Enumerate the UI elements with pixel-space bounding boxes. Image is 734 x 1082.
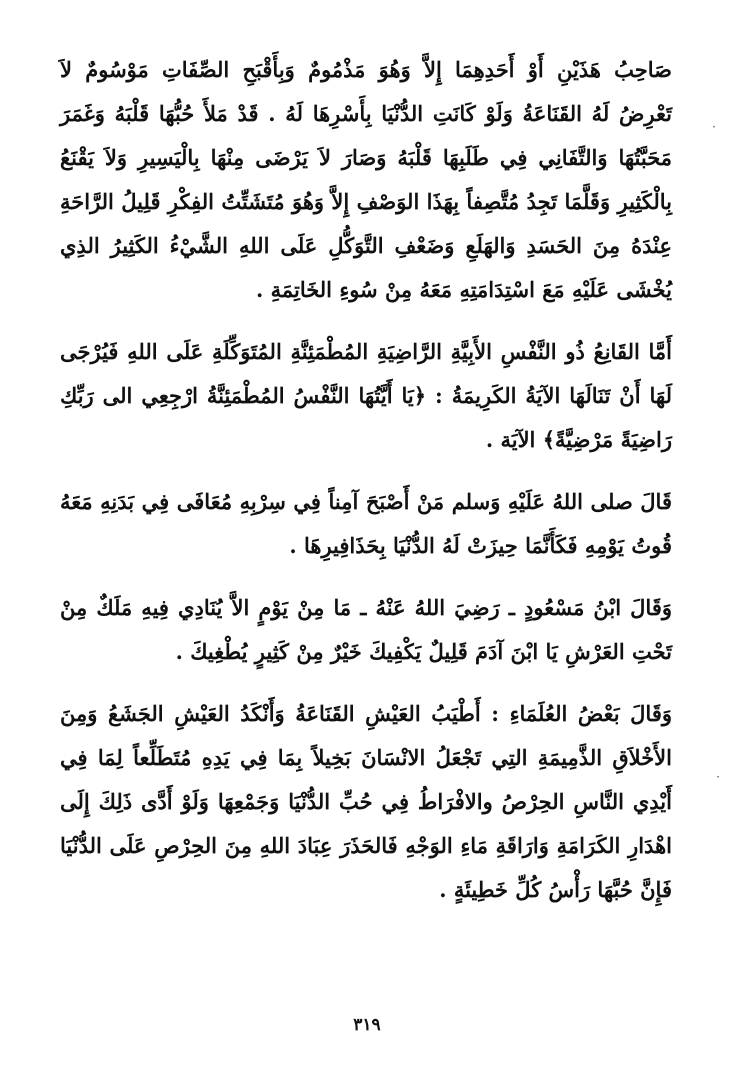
paragraph-1: صَاحِبُ هَذَيْنِ أَوْ أَحَدِهِمَا إِلاَّ وَهُوَ مَذْمُومٌ وَبِأَقْبَحِ الصِّفَاتِ مَوْسُومٌ لاَ تَعْرِضُ لَهُ القَنَاعَةُ وَلَوْ كَانَتِ الدُّنْيَا بِأَسْرِهَا لَهُ . قَدْ مَلأَ حُبُّهَا قَلْبَهُ وَغَمَرَ مَحَبَّتُهَا وَالتَّفَانِي فِي طَلَبِهَا قَلْبَهُ وَصَارَ لاَ يَرْضَى مِنْهَا بِالْيَسِيرِ وَلاَ يَقْنَعُ بِالْكَثِيرِ وَقَلَّمَا تَجِدُ مُتَّصِفاً بِهَذَا الوَصْفِ إِلاَّ وَهُوَ مُتَشَتِّتُ الفِكْرِ قَلِيلُ الرَّاحَةِ عِنْدَهُ مِنَ الحَسَدِ وَالهَلَعِ وَضَعْفِ التَّوَكُّلِ عَلَى اللهِ الشَّيْءُ الكَثِيرُ الذِي يُخْشَى عَلَيْهِ مَعَ اسْتِدَامَتِهِ مَعَهُ مِنْ سُوءِ الخَاتِمَةِ . bbox=[60, 57, 672, 302]
paragraph-3: قَالَ صلى اللهُ عَلَيْهِ وَسلم مَنْ أَصْبَحَ آمِناً فِي سِرْبِهِ مُعَافَى فِي بَدَنِهِ مَعَهُ قُوتُ يَوْمِهِ فَكَأَنَّمَا حِيزَتْ لَهُ الدُّنْيَا بِحَذَافِيرِهَا . bbox=[60, 489, 672, 558]
paragraph-2: أَمَّا القَانِعُ ذُو النَّفْسِ الأَبِيَّةِ الرَّاضِيَةِ المُطْمَئِنَّةِ المُتَوَكِّلَةِ عَلَى اللهِ فَيُرْجَى لَهَا أَنْ تَنَالَهَا الآيَةُ الكَرِيمَةُ : ﴿يَا أَيَّتُهَا النَّفْسُ المُطْمَئِنَّةُ ارْجِعِي الى رَبِّكِ رَاضِيَةً مَرْضِيَّةً﴾ الآيَة . bbox=[60, 339, 672, 452]
margin-dot-mark: · bbox=[716, 770, 720, 784]
page-number: ٣١٩ bbox=[353, 1015, 381, 1035]
margin-dot-mark: · bbox=[712, 120, 716, 134]
paragraph-5: وَقَالَ بَعْضُ العُلَمَاءِ : أَطْيَبُ العَيْشِ القَنَاعَةُ وَأَنْكَدُ العَيْشِ الجَشَعُ وَمِنَ الأَخْلاَقِ الذَّمِيمَةِ التِي تَجْعَلُ الانْسَانَ بَخِيلاً بِمَا فِي يَدِهِ مُتَطَلِّعاً لِمَا فِي أَيْدِي النَّاسِ الحِرْصُ والافْرَاطُ فِي حُبِّ الدُّنْيَا وَجَمْعِهَا وَلَوْ أَدَّى ذَلِكَ إِلَى اهْدَارِ الكَرَامَةِ وَارَاقَةِ مَاءِ الوَجْهِ فَالحَذَرَ عِبَادَ اللهِ مِنَ الحِرْصِ عَلَى الدُّنْيَا فَإِنَّ حُبَّهَا رَأْسُ كُلِّ خَطِيئَةٍ . bbox=[60, 701, 672, 902]
paragraph-4: وَقَالَ ابْنُ مَسْعُودٍ ـ رَضِيَ اللهُ عَنْهُ ـ مَا مِنْ يَوْمٍ الاَّ يُنَادِي فِيهِ مَلَكٌ مِنْ تَحْتِ العَرْشِ يَا ابْنَ آدَمَ قَلِيلٌ يَكْفِيكَ خَيْرٌ مِنْ كَثِيرٍ يُطْغِيكَ . bbox=[60, 595, 672, 664]
body-text bbox=[60, 48, 672, 912]
